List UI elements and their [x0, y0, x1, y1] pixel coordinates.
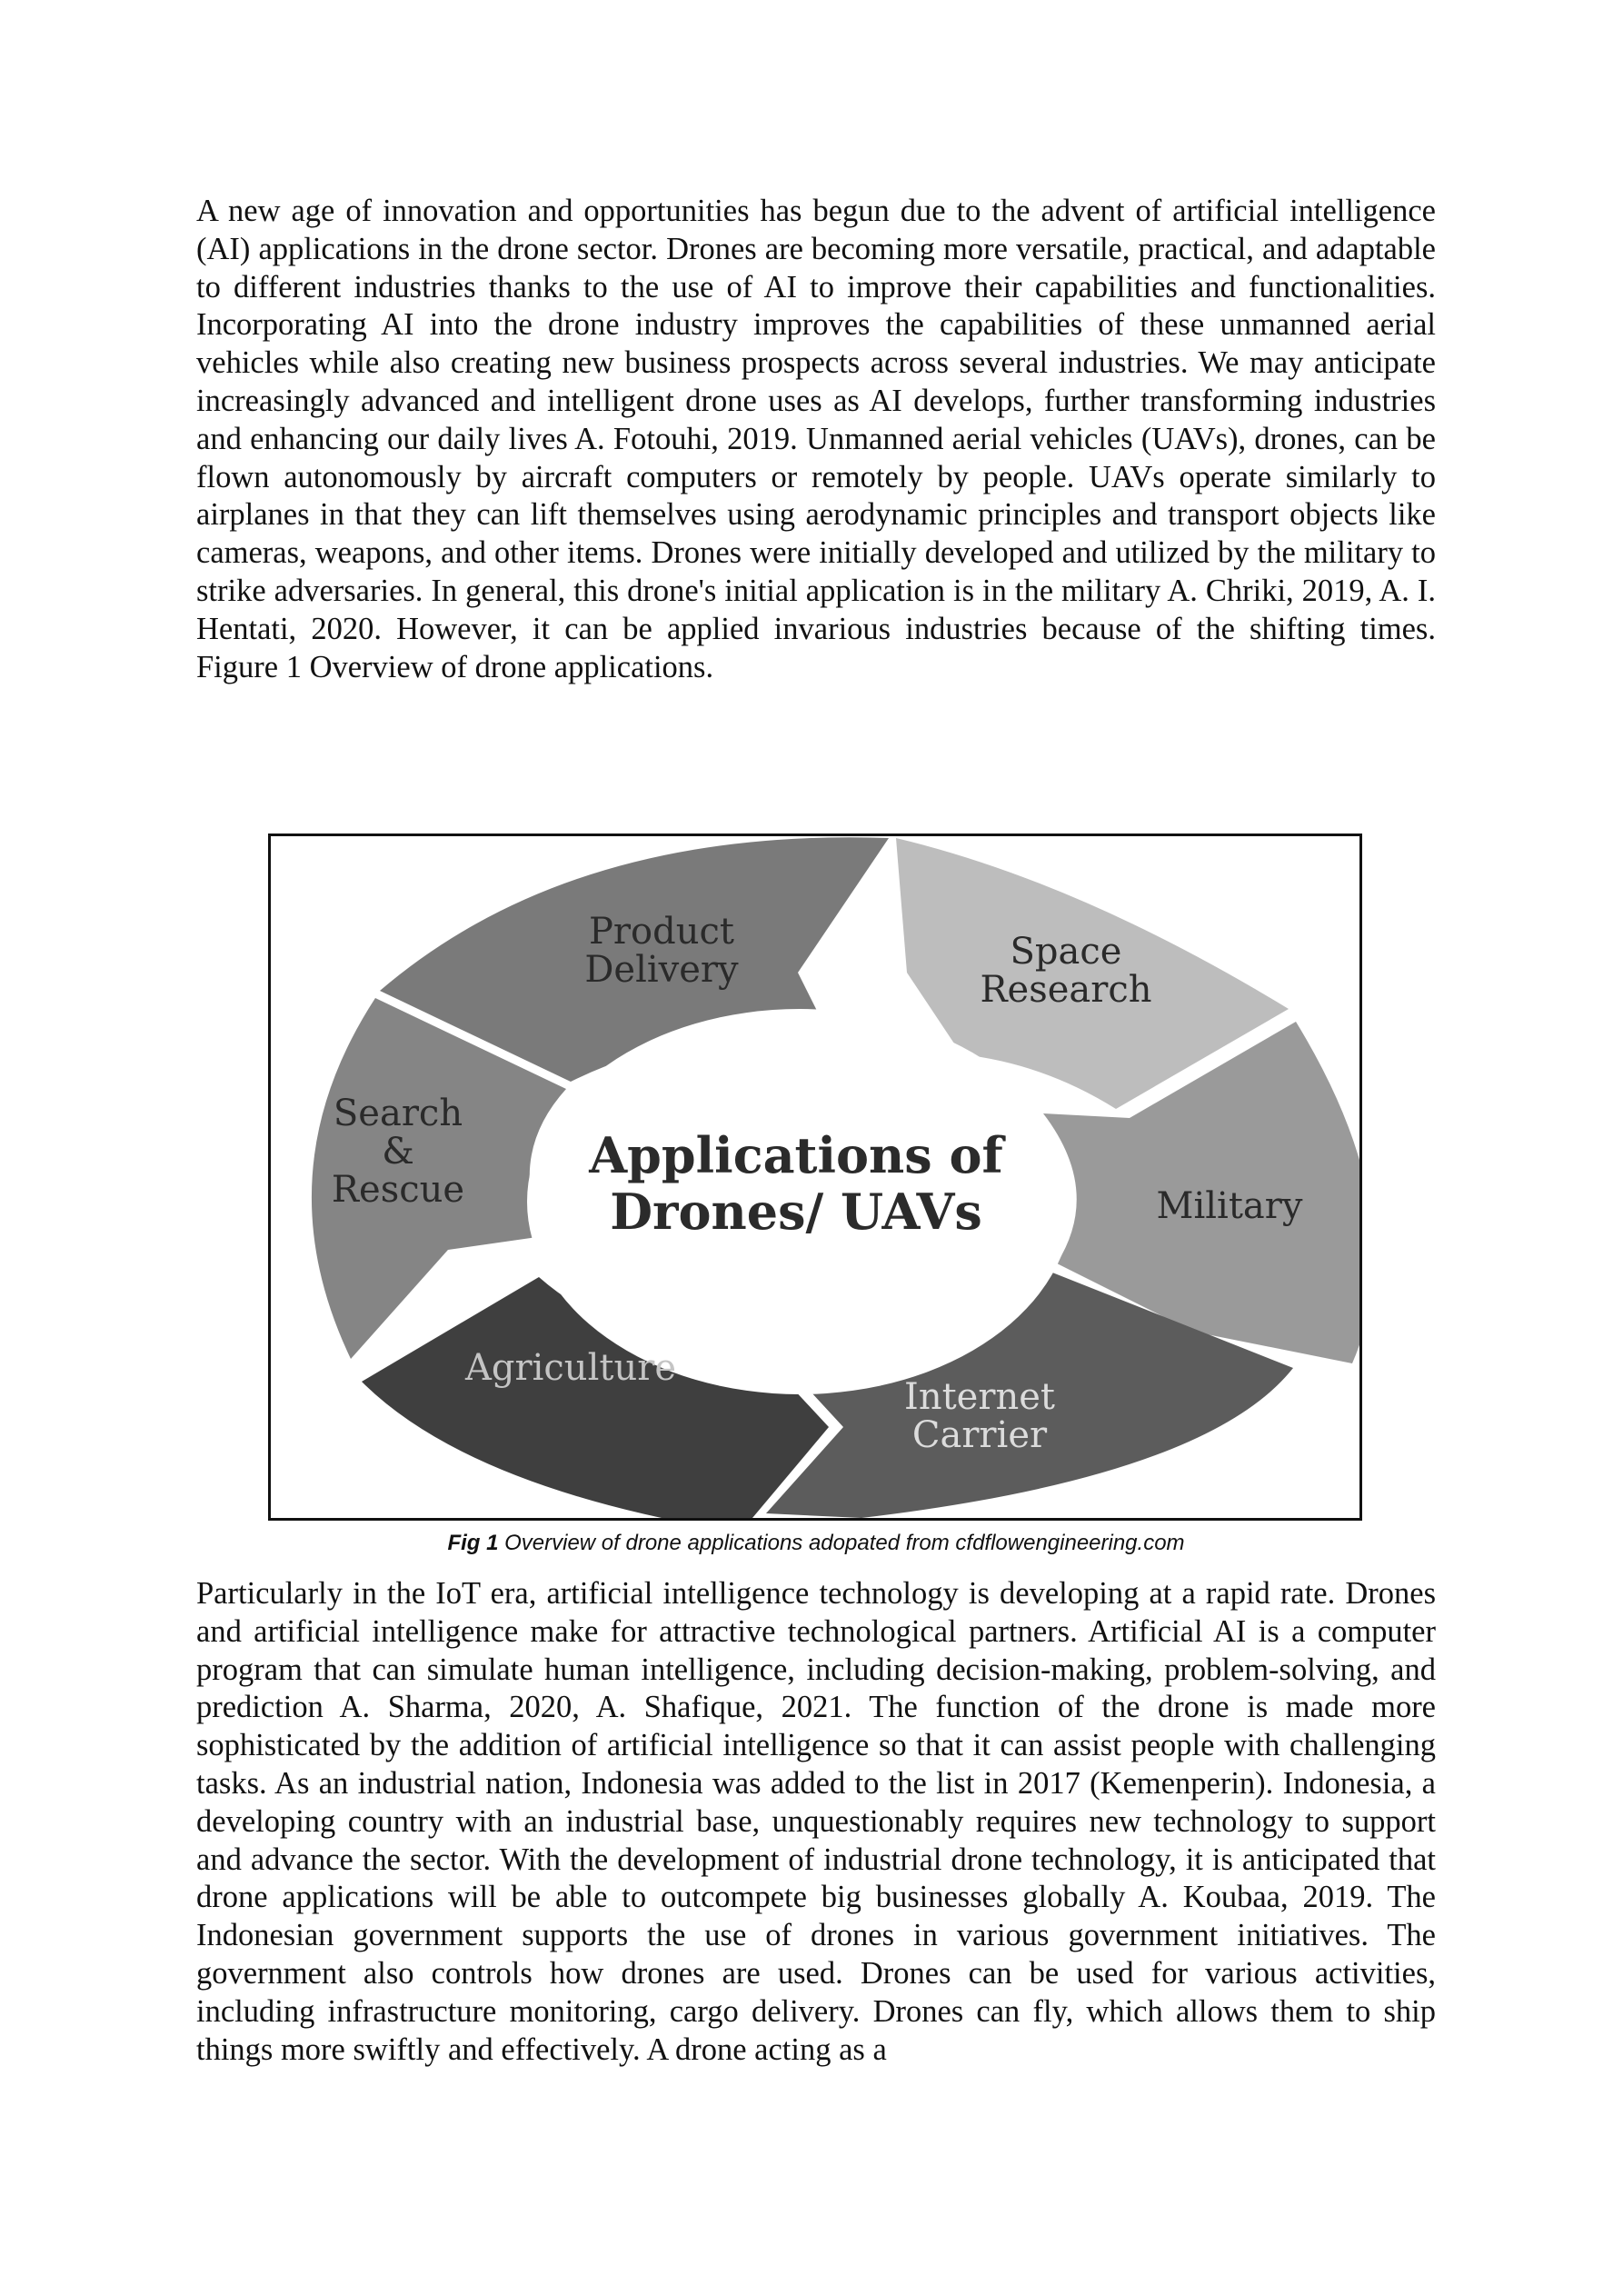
drone-applications-cycle-diagram — [271, 836, 1359, 1518]
label-internet-carrier-line1: Internet — [904, 1376, 1055, 1418]
figure-caption-text: Overview of drone applications adopated from cfdflowengineering.com — [498, 1531, 1185, 1555]
figure-caption-label: Fig 1 — [447, 1531, 499, 1555]
label-space-research-line1: Space — [1010, 931, 1122, 973]
body-paragraph-2: Particularly in the IoT era, artificial intelligence technology is developing at a rapid rate. Drones and artificial intelligence make for attractive technological partners. Artificial AI is a computer program that can simulate human intelligence, including decision-making, problem-solving, and prediction A. Sharma, 2020, A. Shafique, 2021. The function of the drone is made more sophisticated by the addition of artificial intelligence so that it can assist people with challenging tasks. As an industrial nation, Indonesia was added to the list in 2017 (Kemenperin). Indonesia, a developing country with an industrial base, unquestionably requires new technology to support and advance the sector. With the development of industrial drone technology, it is anticipated that drone applications will be able to outcompete big businesses globally A. Koubaa, 2019. The Indonesian government supports the use of drones in various government initiatives. The government also controls how drones are used. Drones can be used for various activities, including infrastructure monitoring, cargo delivery. Drones can fly, which allows them to ship things more swiftly and effectively. A drone acting as a — [196, 1576, 1436, 2067]
label-product-delivery-line1: Product — [589, 911, 734, 953]
label-agriculture: Agriculture — [465, 1347, 676, 1389]
center-title-line1: Applications of — [589, 1126, 1003, 1184]
label-space-research-line2: Research — [980, 969, 1152, 1011]
label-product-delivery-line2: Delivery — [584, 949, 739, 991]
figure-caption — [196, 1531, 1436, 1556]
figure-drone-applications — [268, 834, 1362, 1521]
label-internet-carrier-line2: Carrier — [911, 1414, 1048, 1456]
center-title-line2: Drones/ UAVs — [610, 1183, 982, 1241]
label-search-rescue-line3: Rescue — [331, 1169, 465, 1211]
label-military: Military — [1156, 1185, 1303, 1227]
label-search-rescue-line1: Search — [333, 1093, 463, 1134]
label-search-rescue-line2: & — [382, 1131, 414, 1173]
body-paragraph-1: A new age of innovation and opportunities has begun due to the advent of artificial intelligence (AI) applications in the drone sector. Drones are becoming more versatile, practical, and adaptable to different industries thanks to the use of AI to improve their capabilities and functionalities. Incorporating AI into the drone industry improves the capabilities of these unmanned aerial vehicles while also creating new business prospects across several industries. We may anticipate increasingly advanced and intelligent drone uses as AI develops, further transforming industries and enhancing our daily lives A. Fotouhi, 2019. Unmanned aerial vehicles (UAVs), drones, can be flown autonomously by aircraft computers or remotely by people. UAVs operate similarly to airplanes in that they can lift themselves using aerodynamic principles and transport objects like cameras, weapons, and other items. Drones were initially developed and utilized by the military to strike adversaries. In general, this drone's initial application is in the military A. Chriki, 2019, A. I. Hentati, 2020. However, it can be applied invarious industries because of the shifting times. Figure 1 Overview of drone applications. — [196, 194, 1436, 684]
